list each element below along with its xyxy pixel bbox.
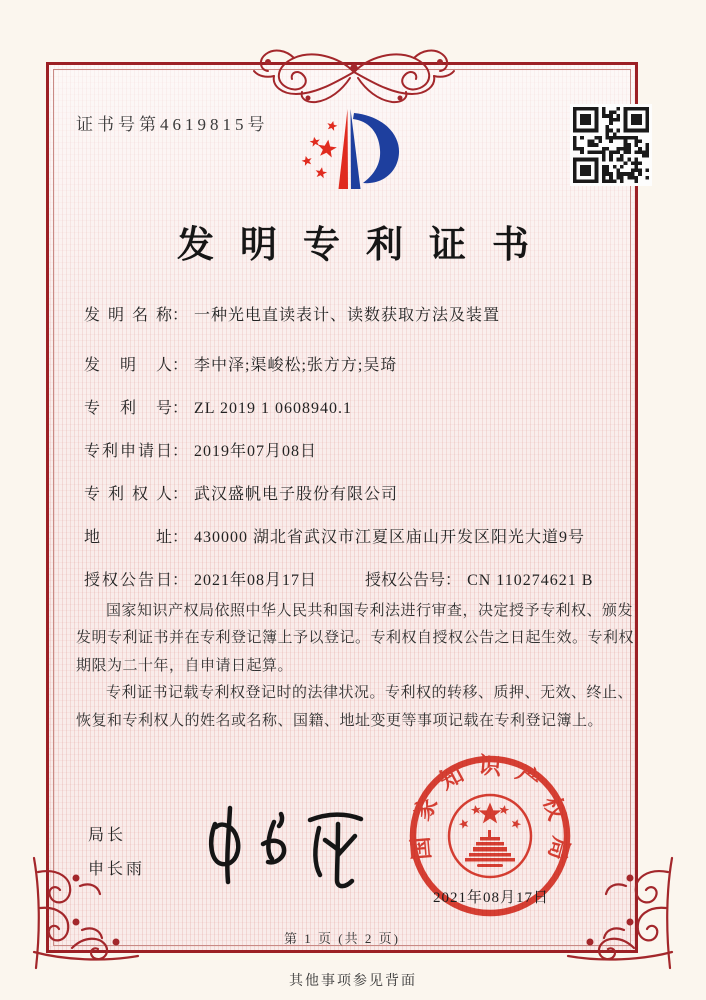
field-label: 授权公告号 xyxy=(365,572,446,589)
field-value: ZL 2019 1 0608940.1 xyxy=(194,400,352,417)
field-colon: ： xyxy=(172,357,189,374)
director-signature-icon xyxy=(188,796,388,896)
field-colon: ： xyxy=(172,486,189,503)
signer-title: 局长 xyxy=(88,827,127,844)
field-patent-number xyxy=(84,395,352,418)
field-colon: ： xyxy=(172,307,189,324)
field-value: 2019年07月08日 xyxy=(194,443,318,460)
seal-text: 国家知识产权局 xyxy=(406,752,574,876)
field-label: 发明人 xyxy=(84,357,172,374)
certificate-number: 证书号第4619815号 xyxy=(76,115,269,134)
field-colon: ： xyxy=(172,529,189,546)
field-filing-date xyxy=(84,438,317,461)
field-label: 专利申请日 xyxy=(84,443,172,460)
field-grant-date-and-number xyxy=(84,567,593,590)
field-label: 专利号 xyxy=(84,400,172,417)
certificate-title: 发明专利证书 xyxy=(177,225,555,266)
signer-name: 申长雨 xyxy=(88,861,146,878)
field-address xyxy=(84,524,585,547)
qr-code xyxy=(570,104,652,186)
field-patentee xyxy=(84,481,398,504)
back-side-note: 其他事项参见背面 xyxy=(289,974,417,989)
field-value: 2021年08月17日 xyxy=(194,572,318,589)
field-colon: ： xyxy=(172,400,189,417)
field-value: 李中泽;渠峻松;张方方;吴琦 xyxy=(194,357,398,374)
field-label: 授权公告日 xyxy=(84,572,172,589)
field-inventors xyxy=(84,352,397,375)
field-value: CN 110274621 B xyxy=(467,572,594,589)
field-colon: ： xyxy=(445,572,462,589)
field-value: 一种光电直读表计、读数获取方法及装置 xyxy=(194,307,501,324)
seal-date: 2021年08月17日 xyxy=(432,890,549,906)
field-label: 专利权人 xyxy=(84,486,172,503)
field-label: 地址 xyxy=(84,529,172,546)
legal-paragraph-2: 专利证书记载专利权登记时的法律状况。专利权的转移、质押、无效、终止、恢复和专利权人的姓名或名称、国籍、地址变更等事项记载在专利登记簿上。 xyxy=(76,685,634,729)
field-value: 430000 湖北省武汉市江夏区庙山开发区阳光大道9号 xyxy=(194,529,586,546)
field-grant-number xyxy=(365,572,593,589)
field-label: 发明名称 xyxy=(84,307,172,324)
legal-text xyxy=(76,598,636,735)
field-colon: ： xyxy=(172,443,189,460)
field-value: 武汉盛帆电子股份有限公司 xyxy=(194,486,399,503)
cnipa-logo-icon xyxy=(270,93,430,203)
field-invention-name xyxy=(84,302,500,325)
legal-paragraph-1: 国家知识产权局依照中华人民共和国专利法进行审查，决定授予专利权、颁发发明专利证书并在专利登记簿上予以登记。专利权自授权公告之日起生效。专利权期限为二十年，自申请日起算。 xyxy=(76,603,635,674)
field-colon: ： xyxy=(172,572,189,589)
page-indicator: 第 1 页 (共 2 页) xyxy=(284,931,400,946)
national-emblem-icon xyxy=(449,795,531,877)
